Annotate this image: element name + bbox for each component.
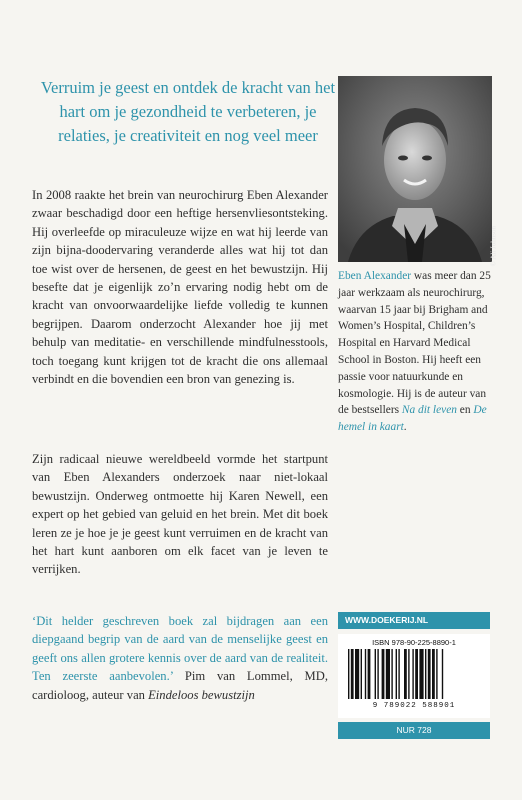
quote-attribution: Pim van Lommel, MD, cardioloog, auteur van (32, 669, 329, 702)
publisher-website: WWW.DOEKERIJ.NL (338, 612, 490, 629)
isbn-label: ISBN 978-90-225-8890-1 (372, 638, 456, 647)
quote-text: ‘Dit helder geschreven boek zal bijdragen aan een diepgaand begrip van de aard van de menselijke geest en geeft ons allen grotere kennis over de aard van de realiteit. Ten zeerste aanbevolen.’ (32, 614, 328, 684)
bestseller-title-1: Na dit leven (401, 404, 457, 417)
bio-connector: en (456, 404, 474, 417)
author-photo (338, 76, 497, 267)
quote-book-title: Eindeloos bewustzijn (148, 687, 255, 702)
author-bio (338, 268, 498, 436)
barcode-panel (338, 634, 490, 718)
bestseller-title-2: De hemel in kaart (338, 404, 487, 434)
tagline: Verruim je geest en ontdek de kracht van het hart om je gezondheid te verbeteren, je relaties, je creativiteit en nog veel meer (40, 78, 336, 145)
bio-end: . (403, 421, 407, 434)
author-name: Eben Alexander (338, 270, 412, 282)
photo-credit: © Ali Johnson (489, 226, 497, 267)
nur-code: NUR 728 (338, 722, 490, 739)
description-paragraph-2: Zijn radicaal nieuwe wereldbeeld vormde het startpunt van Eben Alexanders onderzoek naar niet-lokaal bewustzijn. Onderweg ontmoette hij Karen Newell, een expert op het gebied van geluid en het brein. Met dit boek leren ze je hoe je je geest kunt verruimen en de kracht van het hart kunt aanboren om elk facet van je leven te verrijken. (32, 452, 328, 577)
author-portrait-illustration (338, 76, 492, 262)
description-paragraph-1: In 2008 raakte het brein van neurochirurg Eben Alexander zwaar beschadigd door een heftige hersenvliesontsteking. Hij overleefde op miraculeuze wijze en wat hij leerde van zijn bijna-doodervaring veranderde alles wat hij tot dan toe wist over de hersenen, de geest en het bewustzijn. Hij besefte dat je eigenlijk zo’n ervaring nodig hebt om de kracht van onvoorwaardelijke liefde volledig te kunnen begrijpen. Daarom onderzocht Alexander hoe jij met behulp van meditatie- en verschillende mindfulnesstools, toch toegang kunt krijgen tot de kracht die ons allemaal verbindt en die bovendien een bron van genezing is. (32, 188, 328, 387)
barcode-icon (348, 649, 480, 701)
review-quote (32, 612, 328, 704)
bio-text: was meer dan 25 jaar werkzaam als neurochirurg, waarvan 15 jaar bij Brigham and Women’s Hospital, Children’s Hospital en Harvard Medical School in Boston. Hij heeft een passie voor natuurkunde en kosmologie. Hij is de auteur van de bestsellers (338, 270, 491, 417)
barcode-digits: 9 789022 588901 (372, 702, 456, 710)
